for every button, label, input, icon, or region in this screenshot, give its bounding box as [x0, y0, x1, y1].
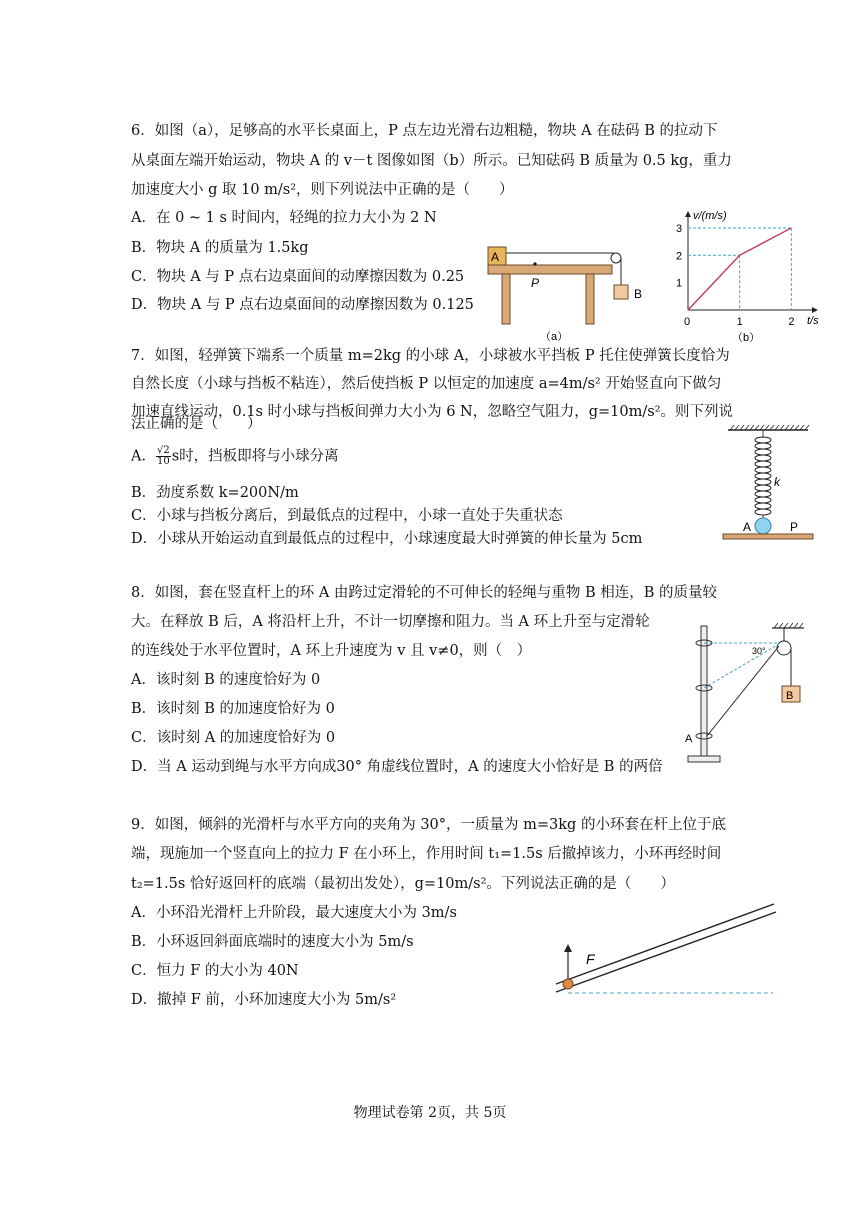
- q7-option-c[interactable]: C．小球与挡板分离后，到最低点的过程中，小球一直处于失重状态: [131, 508, 563, 524]
- ceiling-hatch: [730, 425, 809, 430]
- plate-p: [723, 534, 813, 539]
- q6-figure-a: [482, 240, 652, 345]
- ring-a-label: A: [685, 733, 693, 745]
- q7-option-a[interactable]: [131, 446, 339, 467]
- q7-option-b[interactable]: B．劲度系数 k=200N/m: [131, 485, 299, 501]
- ceiling-hatch: [774, 623, 803, 628]
- y-tick-2: 2: [676, 250, 683, 263]
- spring-coil: [755, 491, 771, 497]
- fraction: [156, 446, 171, 467]
- rod-base: [688, 756, 720, 762]
- rope-to-a: [707, 646, 779, 736]
- q6-option-a[interactable]: A．在 0 ~ 1 s 时间内，轻绳的拉力大小为 2 N: [131, 210, 437, 226]
- q7-option-a-prefix: A．: [131, 448, 156, 465]
- spring-coil: [755, 461, 771, 467]
- fraction-denominator: 10: [156, 456, 170, 467]
- rod-top-edge: [556, 904, 774, 984]
- pulley: [611, 253, 621, 263]
- q8-line-3: 的连线处于水平位置时，A 环上升速度为 v 且 v≠0，则（ ）: [131, 643, 532, 659]
- x-tick-1: 1: [736, 316, 743, 328]
- angle-label: 30°: [752, 646, 766, 656]
- table-top: [488, 265, 612, 274]
- y-axis-label: v/(m/s): [693, 210, 727, 222]
- ball-a-label: A: [743, 520, 752, 534]
- spring: [755, 430, 771, 518]
- block-b-label: B: [634, 287, 643, 301]
- q7-line-3: 加速直线运动，0.1s 时小球与挡板间弹力大小为 6 N，忽略空气阻力，g=10m/s²。则下列说: [131, 404, 734, 420]
- point-p-label: P: [531, 276, 540, 290]
- q9-line-1: 9．如图，倾斜的光滑杆与水平方向的夹角为 30°，一质量为 m=3kg 的小环套在杆上位于底: [131, 817, 726, 833]
- q7-line-1: 7．如图，轻弹簧下端系一个质量 m=2kg 的小球 A，小球被水平挡板 P 托住使弹簧长度恰为: [131, 348, 730, 364]
- q6-option-b[interactable]: B．物块 A 的质量为 1.5kg: [131, 240, 309, 256]
- q8-option-b[interactable]: B．该时刻 B 的加速度恰好为 0: [131, 701, 335, 717]
- spring-coil: [755, 455, 771, 461]
- q8-line-2: 大。在释放 B 后，A 将沿杆上升，不计一切摩擦和阻力。当 A 环上升至与定滑轮: [131, 614, 650, 630]
- spring-coil: [755, 479, 771, 485]
- spring-k-label: k: [774, 475, 780, 489]
- x-tick-2: 2: [788, 316, 795, 328]
- q6-option-c[interactable]: C．物块 A 与 P 点右边桌面间的动摩擦因数为 0.25: [131, 269, 465, 285]
- q7-line-4: 法正确的是（ ）: [131, 416, 262, 432]
- q8-option-a[interactable]: A．该时刻 B 的速度恰好为 0: [131, 672, 321, 688]
- force-label: F: [586, 951, 595, 967]
- q7-figure: [718, 420, 818, 545]
- q6-figure-b: [660, 205, 825, 345]
- pulley: [777, 641, 791, 655]
- q6-line-1: 6．如图（a），足够高的水平长桌面上，P 点左边光滑右边粗糙，物块 A 在砝码 B 的拉动下: [131, 123, 718, 139]
- q6-line-3: 加速度大小 g 取 10 m/s²，则下列说法中正确的是（ ）: [131, 182, 514, 198]
- q9-option-c[interactable]: C．恒力 F 的大小为 40N: [131, 963, 299, 979]
- q6-line-2: 从桌面左端开始运动，物块 A 的 v－t 图像如图（b）所示。已知砝码 B 质量为 0.5 kg，重力: [131, 153, 732, 169]
- block-b: [614, 285, 628, 299]
- q9-line-3: t₂=1.5s 恰好返回杆的底端（最初出发处），g=10m/s²。下列说法正确的是（ ）: [131, 876, 675, 892]
- q7-line-2: 自然长度（小球与挡板不粘连），然后使挡板 P 以恒定的加速度 a=4m/s² 开始竖直向下做匀: [131, 376, 722, 392]
- ball-a: [755, 518, 771, 534]
- table-leg-right: [586, 274, 594, 324]
- spring-coil: [755, 497, 771, 503]
- q6-option-d[interactable]: D．物块 A 与 P 点右边桌面间的动摩擦因数为 0.125: [131, 297, 474, 313]
- q8-figure: [680, 618, 815, 768]
- q9-option-d[interactable]: D．撤掉 F 前，小环加速度大小为 5m/s²: [131, 992, 397, 1008]
- angled-dashed: [704, 644, 779, 688]
- y-tick-3: 3: [676, 222, 683, 235]
- q7-option-a-text: s时，挡板即将与小球分离: [171, 448, 339, 465]
- point-p: [533, 262, 536, 265]
- fraction-numerator: √2: [156, 445, 170, 456]
- q9-figure: [548, 898, 783, 998]
- page-footer: 物理试卷第 2页，共 5页: [353, 1105, 507, 1121]
- spring-coil: [755, 467, 771, 473]
- q8-option-c[interactable]: C．该时刻 A 的加速度恰好为 0: [131, 730, 336, 746]
- q8-line-1: 8．如图，套在竖直杆上的环 A 由跨过定滑轮的不可伸长的轻绳与重物 B 相连，B 的质量较: [131, 585, 718, 601]
- block-a-label: A: [491, 250, 500, 264]
- spring-coil: [755, 449, 771, 455]
- spring-coil: [755, 503, 771, 509]
- x-axis-label: t/s: [807, 315, 819, 327]
- spring-coil: [755, 443, 771, 449]
- y-tick-1: 1: [676, 277, 683, 290]
- weight-b-label: B: [786, 690, 794, 702]
- q9-line-2: 端，现施加一个竖直向上的拉力 F 在小环上，作用时间 t₁=1.5s 后撤掉该力，小环再经时间: [131, 846, 722, 862]
- fig-b-caption: （b）: [732, 332, 761, 344]
- spring-coil: [755, 485, 771, 491]
- spring-coil: [755, 509, 771, 515]
- q9-option-a[interactable]: A．小环沿光滑杆上升阶段，最大速度大小为 3m/s: [131, 905, 457, 921]
- table-leg-left: [502, 274, 510, 324]
- x-axis-arrow: [812, 307, 818, 313]
- force-arrow-head: [564, 944, 572, 952]
- q8-option-d[interactable]: D．当 A 运动到绳与水平方向成30° 角虚线位置时，A 的速度大小恰好是 B 的两倍: [131, 759, 663, 775]
- spring-coil: [755, 473, 771, 479]
- x-tick-0: 0: [684, 316, 691, 328]
- y-axis-arrow: [685, 211, 691, 217]
- plate-p-label: P: [790, 520, 799, 534]
- small-ring: [563, 979, 573, 989]
- q9-option-b[interactable]: B．小环返回斜面底端时的速度大小为 5m/s: [131, 934, 414, 950]
- fig-a-caption: （a）: [540, 331, 569, 343]
- q7-option-d[interactable]: D．小球从开始运动直到最低点的过程中，小球速度最大时弹簧的伸长量为 5cm: [131, 531, 643, 547]
